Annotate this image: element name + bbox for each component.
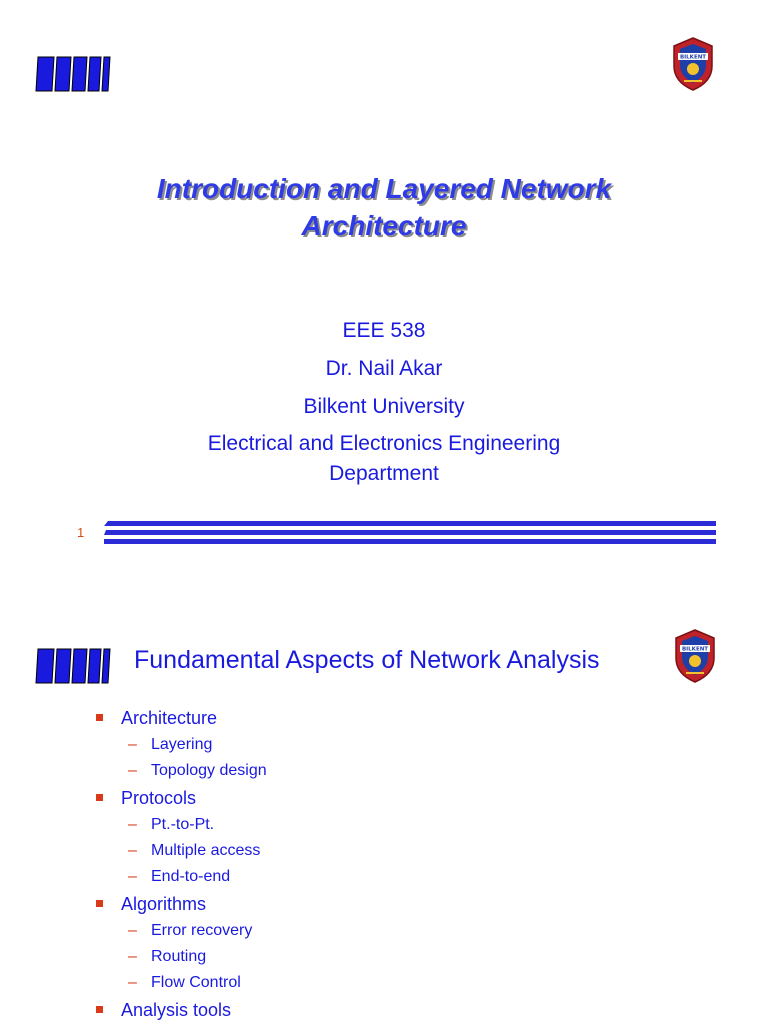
bilkent-crest-icon [672,628,718,684]
dash-icon: – [128,762,137,779]
footer-divider-lines [104,520,716,546]
department-line-1: Electrical and Electronics Engineering [207,432,561,455]
slide-2-title: Fundamental Aspects of Network Analysis [134,646,600,674]
bullet-square-icon [96,1006,103,1013]
dash-icon: – [128,922,137,939]
course-code: EEE 538 [342,319,426,342]
bullet-item: Protocols [94,784,654,812]
bullet-square-icon [96,794,103,801]
sub-bullet-item: – End-to-end [94,864,654,890]
crest-text: BILKENT [681,646,709,653]
slide-1-subtitle [0,315,768,489]
dash-icon: – [128,736,137,753]
sub-bullet-item: – Flow Control [94,970,654,996]
dash-icon: – [128,948,137,965]
sub-bullet-item: – Layering [94,732,654,758]
instructor-name: Dr. Nail Akar [325,357,443,380]
dash-icon: – [128,842,137,859]
dash-icon: – [128,868,137,885]
bars-logo-icon [34,647,112,687]
department-line-2: Department [329,462,439,485]
university-name: Bilkent University [303,395,465,418]
bullet-item: Algorithms [94,890,654,918]
slide-2 [0,576,768,1024]
bullet-item: Analysis tools [94,996,654,1024]
sub-bullet-item: – Error recovery [94,918,654,944]
bullet-square-icon [96,714,103,721]
slide-1-title [0,170,768,244]
bullet-square-icon [96,900,103,907]
crest-text: BILKENT [679,54,707,61]
bullet-item: Architecture [94,704,654,732]
page-number: 1 [77,525,85,540]
sub-bullet-item: – Routing [94,944,654,970]
slide-1-title-line-1: Introduction and Layered Network [156,173,612,204]
bilkent-crest-icon [670,36,716,92]
sub-bullet-item: – Topology design [94,758,654,784]
bullet-list [94,704,654,1024]
dash-icon: – [128,974,137,991]
sub-bullet-item: – Multiple access [94,838,654,864]
bars-logo-icon [34,55,112,95]
slide-1-title-line-2: Architecture [301,210,467,241]
dash-icon: – [128,816,137,833]
sub-bullet-item: – Pt.-to-Pt. [94,812,654,838]
